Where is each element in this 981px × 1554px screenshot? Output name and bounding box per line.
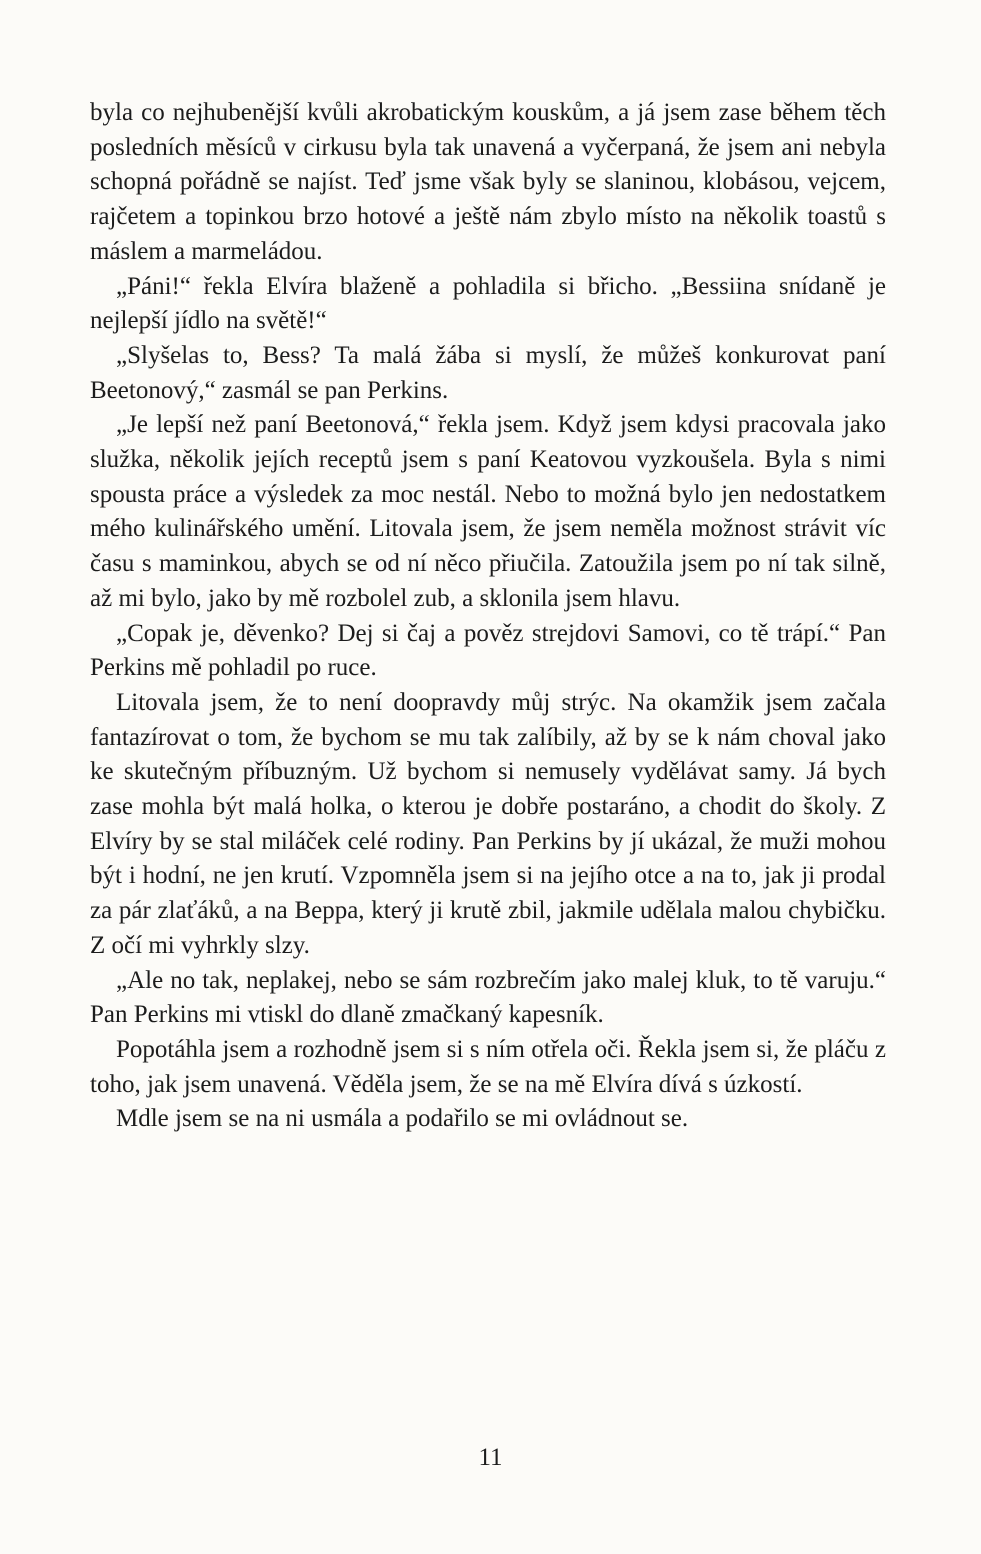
paragraph: „Ale no tak, neplakej, nebo se sám rozbrečím jako malej kluk, to tě varuju.“ Pan Perkins mi vtiskl do dlaně zmačkaný kapesník.	[90, 966, 886, 1029]
paragraph: „Copak je, děvenko? Dej si čaj a pověz strejdovi Samovi, co tě trápí.“ Pan Perkins mě pohladil po ruce.	[90, 619, 886, 682]
paragraph: Popotáhla jsem a rozhodně jsem si s ním otřela oči. Řekla jsem si, že pláču z toho, jak jsem unavená. Věděla jsem, že se na mě Elvíra dívá s úzkostí.	[90, 1035, 886, 1098]
paragraph: „Je lepší než paní Beetonová,“ řekla jsem. Když jsem kdysi pracovala jako služka, několik jejích receptů jsem s paní Keatovou vyzkoušela. Byla s nimi spousta práce a výsledek za moc nestál. Nebo to možná bylo jen nedostatkem mého kulinářského umění. Litovala jsem, že jsem neměla možnost strávit víc času s maminkou, abych se od ní něco přiučila. Zatoužila jsem po ní tak silně, až mi bylo, jako by mě rozbolel zub, a sklonila jsem hlavu.	[90, 411, 886, 612]
paragraph: byla co nejhubenější kvůli akrobatickým kouskům, a já jsem zase během těch posledních měsíců v cirkusu byla tak unavená a vyčerpaná, že jsem ani nebyla schopná pořádně se najíst. Teď jsme však byly se slaninou, klobásou, vejcem, rajčetem a topinkou brzo hotové a ještě nám zbylo místo na několik toastů s máslem a marmeládou.	[90, 99, 886, 265]
paragraph: „Páni!“ řekla Elvíra blaženě a pohladila si břicho. „Bessiina snídaně je nejlepší jídlo na světě!“	[90, 272, 886, 335]
paragraph: Litovala jsem, že to není doopravdy můj strýc. Na okamžik jsem začala fantazírovat o tom, že bychom se mu tak zalíbily, až by se k nám choval jako ke skutečným příbuzným. Už bychom si nemusely vydělávat samy. Já bych zase mohla být malá holka, o kterou je dobře postaráno, a chodit do školy. Z Elvíry by se stal miláček celé rodiny. Pan Perkins by jí ukázal, že muži mohou být i hodní, ne jen krutí. Vzpomněla jsem si na jejího otce a na to, jak ji prodal za pár zlaťáků, a na Beppa, který ji krutě zbil, jakmile udělala malou chybičku. Z očí mi vyhrkly slzy.	[90, 688, 886, 959]
paragraph: Mdle jsem se na ni usmála a podařilo se mi ovládnout se.	[116, 1105, 689, 1133]
paragraph: „Slyšelas to, Bess? Ta malá žába si myslí, že můžeš konkurovat paní Beetonový,“ zasmál se pan Perkins.	[90, 341, 886, 404]
body-text	[90, 96, 886, 1137]
page-number: 11	[478, 1444, 503, 1471]
